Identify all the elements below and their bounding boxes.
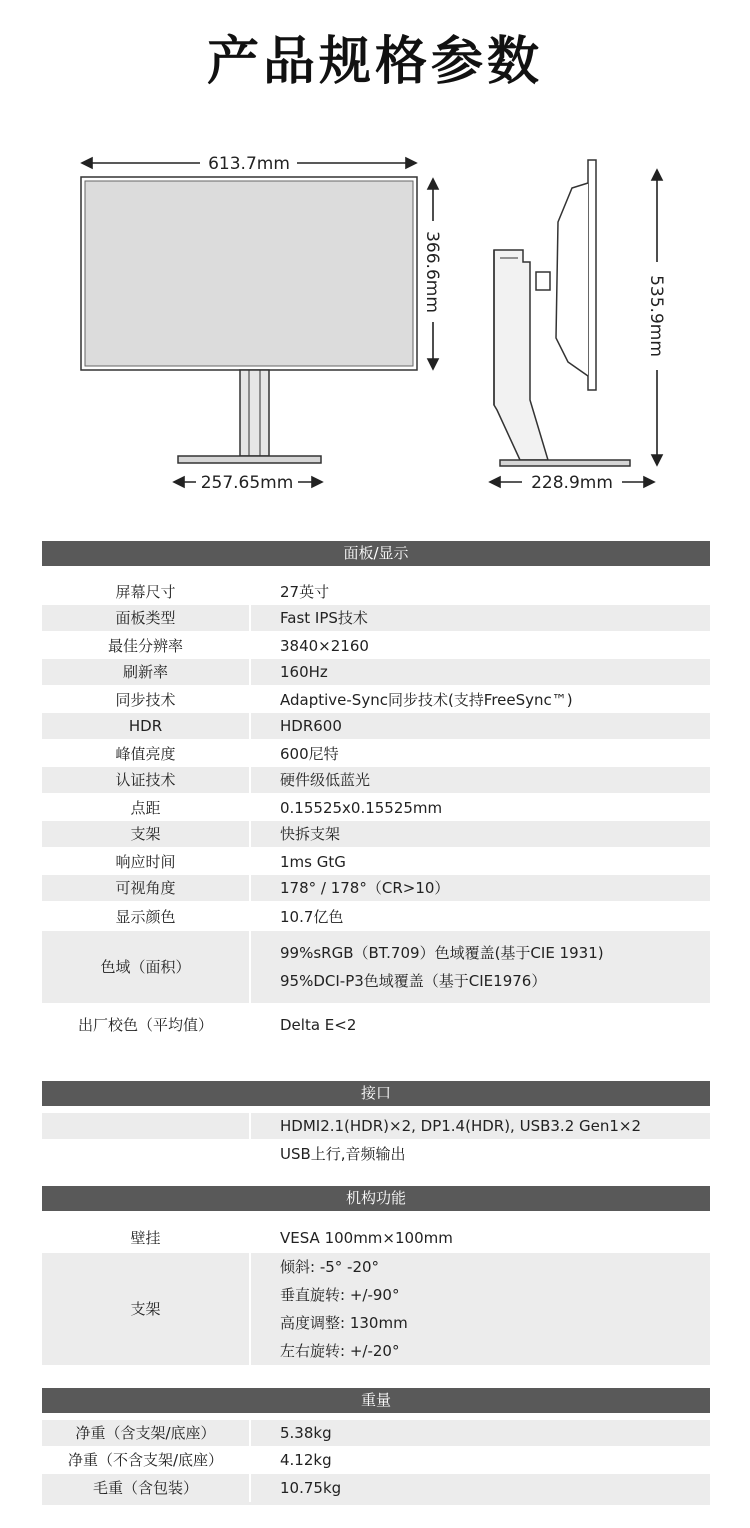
spec-value: 178° / 178°（CR>10） (280, 879, 450, 897)
spec-row (42, 1474, 710, 1502)
spec-value: HDR600 (280, 717, 342, 735)
spec-key: 刷新率 (42, 659, 249, 685)
spec-key: 出厂校色（平均值） (77, 1016, 213, 1034)
side-panel (588, 160, 596, 390)
spec-value: 高度调整: 130mm (280, 1314, 408, 1332)
spec-value: 99%sRGB（BT.709）色域覆盖(基于CIE 1931) (280, 944, 604, 962)
spec-value: 27英寸 (280, 583, 330, 601)
spec-value: Delta E<2 (280, 1016, 357, 1034)
spec-key: 最佳分辨率 (107, 637, 183, 655)
spec-key: 屏幕尺寸 (115, 583, 176, 601)
spec-value: 1ms GtG (280, 853, 346, 871)
spec-row (42, 741, 710, 767)
spec-key: 壁挂 (130, 1229, 161, 1247)
spec-value: 10.75kg (280, 1479, 342, 1497)
spec-row (42, 849, 710, 875)
spec-key: 认证技术 (42, 767, 249, 793)
side-back-cover (556, 183, 588, 376)
spec-row (42, 1223, 710, 1253)
spec-value: 5.38kg (280, 1424, 332, 1442)
spec-key: 点距 (130, 799, 161, 817)
spec-row (42, 1420, 710, 1446)
side-hinge (536, 272, 550, 290)
spec-value: 160Hz (280, 663, 328, 681)
spec-key (42, 1139, 249, 1169)
monitor-dimension-diagram (0, 140, 750, 500)
spec-key: 响应时间 (115, 853, 176, 871)
spec-value: 3840×2160 (280, 637, 369, 655)
spec-key: 净重（不含支架/底座） (67, 1451, 224, 1469)
spec-value: 600尼特 (280, 745, 339, 763)
spec-key: 支架 (42, 821, 249, 847)
divider (42, 1502, 710, 1505)
spec-row (42, 1139, 710, 1169)
spec-value: HDMI2.1(HDR)×2, DP1.4(HDR), USB3.2 Gen1×2 (280, 1117, 642, 1135)
section-mechanical (42, 1186, 710, 1365)
spec-value: 硬件级低蓝光 (280, 771, 371, 789)
spec-key: 可视角度 (42, 875, 249, 901)
spec-value: VESA 100mm×100mm (280, 1229, 453, 1247)
spec-value: 95%DCI-P3色域覆盖（基于CIE1976） (280, 972, 547, 990)
section-panel-display (42, 541, 710, 1047)
section-interfaces (42, 1081, 710, 1169)
spec-row (42, 1253, 710, 1365)
section-header: 接口 (42, 1081, 710, 1106)
spec-key: 毛重（含包装） (42, 1474, 249, 1502)
spec-row (42, 633, 710, 659)
spec-row (42, 767, 710, 793)
front-stand-neck (240, 370, 269, 456)
side-stand-base (500, 460, 630, 466)
spec-row (42, 875, 710, 901)
spec-key: 同步技术 (115, 691, 176, 709)
spec-row (42, 605, 710, 631)
spec-key (42, 1113, 249, 1139)
spec-row (42, 821, 710, 847)
spec-row (42, 1113, 710, 1139)
spec-value: 快拆支架 (280, 825, 341, 843)
section-header: 机构功能 (42, 1186, 710, 1211)
spec-row (42, 903, 710, 931)
spec-value: USB上行,音频输出 (280, 1145, 406, 1163)
section-header: 重量 (42, 1388, 710, 1413)
dim-width-label: 613.7mm (208, 154, 290, 174)
spec-value: 垂直旋转: +/-90° (280, 1286, 400, 1304)
spec-value: 0.15525x0.15525mm (280, 799, 443, 817)
spec-row (42, 687, 710, 713)
dim-total-height-label: 535.9mm (646, 275, 666, 357)
dim-stand-width-label: 257.65mm (200, 473, 294, 493)
spec-key: HDR (42, 713, 249, 739)
spec-value: Adaptive-Sync同步技术(支持FreeSync™) (280, 691, 573, 709)
section-weight (42, 1388, 710, 1505)
dim-depth-label: 228.9mm (531, 473, 613, 493)
spec-row (42, 1003, 710, 1047)
spec-value: 4.12kg (280, 1451, 332, 1469)
spec-row (42, 659, 710, 685)
front-stand-base (178, 456, 321, 463)
spec-value: 左右旋转: +/-20° (280, 1342, 400, 1360)
section-header: 面板/显示 (42, 541, 710, 566)
spec-row (42, 931, 710, 1003)
spec-key: 显示颜色 (115, 908, 176, 926)
spec-key: 色域（面积） (42, 931, 249, 1003)
spec-row (42, 795, 710, 821)
spec-value: 倾斜: -5° -20° (280, 1258, 380, 1276)
spec-row (42, 1446, 710, 1474)
spec-key: 面板类型 (42, 605, 249, 631)
spec-key: 支架 (42, 1253, 249, 1365)
spec-row (42, 579, 710, 605)
dim-screen-height-label: 366.6mm (422, 231, 442, 313)
spec-key: 净重（含支架/底座） (42, 1420, 249, 1446)
spec-value: 10.7亿色 (280, 908, 344, 926)
page-title: 产品规格参数 (206, 32, 543, 92)
spec-row (42, 713, 710, 739)
spec-key: 峰值亮度 (115, 745, 176, 763)
spec-value: Fast IPS技术 (280, 609, 368, 627)
front-screen-panel (85, 181, 413, 366)
